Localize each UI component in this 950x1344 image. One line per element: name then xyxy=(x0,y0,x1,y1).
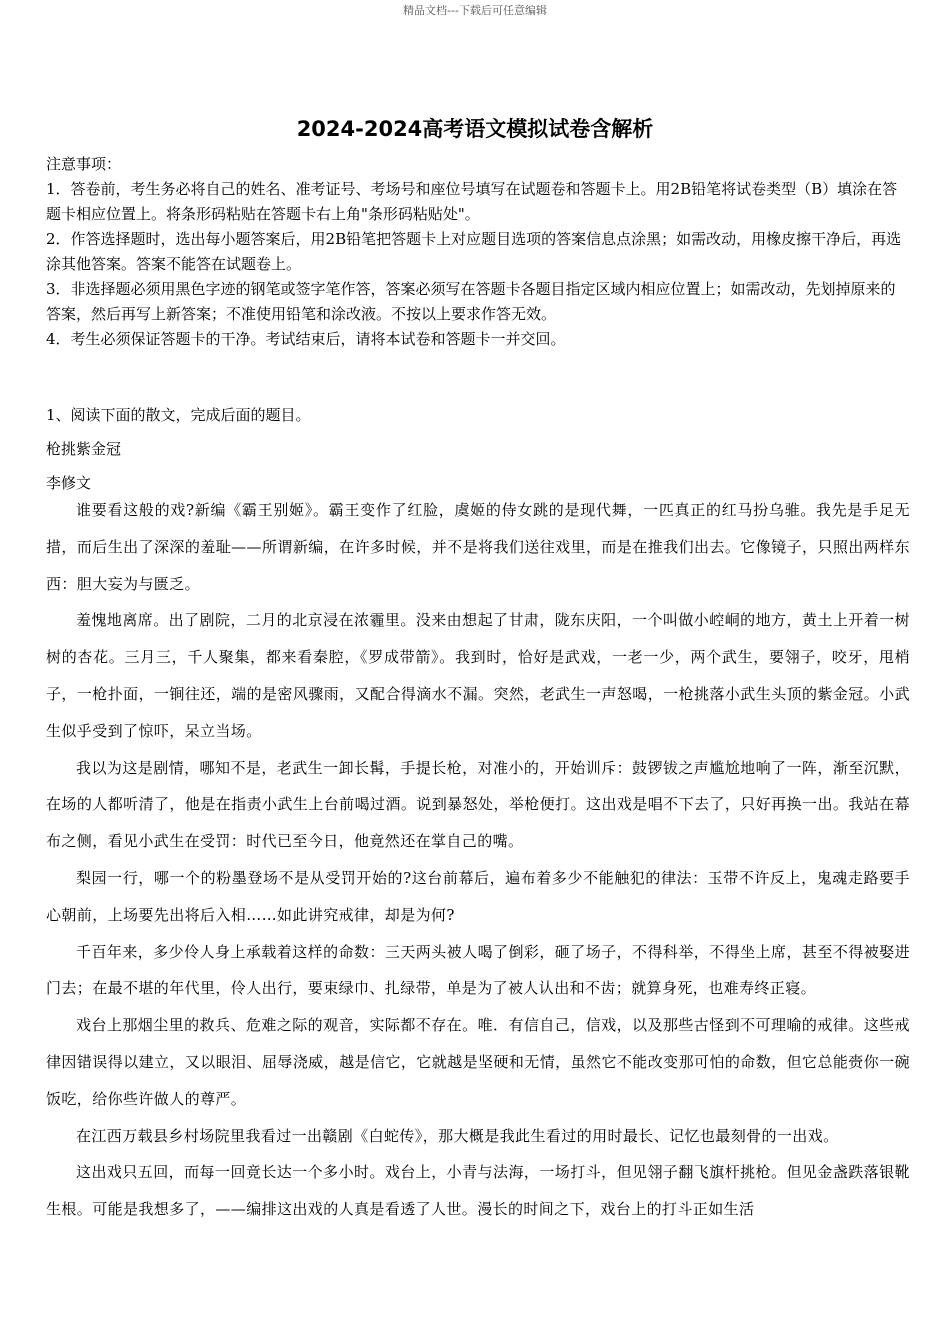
essay-author: 李修文 xyxy=(46,474,92,492)
notice-heading: 注意事项： xyxy=(46,155,122,173)
essay-title: 枪挑紫金冠 xyxy=(46,440,122,458)
essay-body xyxy=(46,492,910,1228)
notice-section xyxy=(46,152,910,352)
notice-item: 3．非选择题必须用黑色字迹的钢笔或签字笔作答，答案必须写在答题卡各题目指定区域内相应位置上；如需改动，先划掉原来的答案，然后再写上新答案；不准使用铅笔和涂改液。不按以上要求作答无效。 xyxy=(46,280,896,323)
notice-item: 1．答卷前，考生务必将自己的姓名、准考证号、考场号和座位号填写在试题卷和答题卡上。用2B铅笔将试卷类型（B）填涂在答题卡相应位置上。将条形码粘贴在答题卡右上角"条形码粘贴处"。 xyxy=(46,180,898,223)
essay-paragraph: 在江西万载县乡村场院里我看过一出赣剧《白蛇传》，那大概是我此生看过的用时最长、记忆也最刻骨的一出戏。 xyxy=(76,1126,839,1145)
question-section xyxy=(46,398,910,500)
essay-paragraph: 千百年来，多少伶人身上承载着这样的命数：三天两头被人喝了倒彩，砸了场子，不得科举，不得坐上席，甚至不得被娶进门去；在最不堪的年代里，伶人出行，要束绿巾、扎绿带，单是为了被人认出和不齿；就算身死，也难寿终正寝。 xyxy=(46,942,910,998)
notice-item: 2．作答选择题时，选出每小题答案后，用2B铅笔把答题卡上对应题目选项的答案信息点涂黑；如需改动，用橡皮擦干净后，再选涂其他答案。答案不能答在试题卷上。 xyxy=(46,230,902,273)
header-note: 精品文档---下载后可任意编辑 xyxy=(403,4,547,17)
essay-paragraph: 梨园一行，哪一个的粉墨登场不是从受罚开始的?这台前幕后，遍布着多少不能触犯的律法：玉带不许反上，鬼魂走路要手心朝前，上场要先出将后入相……如此讲究戒律，却是为何? xyxy=(46,868,910,924)
notice-item: 4．考生必须保证答题卡的干净。考试结束后，请将本试卷和答题卡一并交回。 xyxy=(46,330,566,348)
essay-paragraph: 我以为这是剧情，哪知不是，老武生一卸长髯，手提长枪，对准小的，开始训斥：鼓锣钹之声尴尬地响了一阵，渐至沉默，在场的人都听清了，他是在指责小武生上台前喝过酒。说到暴怒处，举枪便打。这出戏是唱不下去了，只好再换一出。我站在幕布之侧，看见小武生在受罚：时代已至今日，他竟然还在掌自己的嘴。 xyxy=(46,758,910,851)
essay-paragraph: 戏台上那烟尘里的救兵、危难之际的观音，实际都不存在。唯．有信自己，信戏，以及那些古怪到不可理喻的戒律。这些戒律因错误得以建立，又以眼泪、屈辱浇威，越是信它，它就越是坚硬和无情，虽然它不能改变那可怕的命数，但它总能赍你一碗饭吃，给你些许做人的尊严。 xyxy=(46,1016,910,1108)
question-prompt: 1、阅读下面的散文，完成后面的题目。 xyxy=(46,406,311,424)
essay-paragraph: 这出戏只五回，而每一回竟长达一个多小时。戏台上，小青与法海，一场打斗，但见翎子翻飞旗杆挑枪。但见金盏跌落银靴生根。可能是我想多了，——编排这出戏的人真是看透了人世。漫长的时间之下，戏台上的打斗正如生活 xyxy=(46,1163,910,1219)
essay-paragraph: 羞愧地离席。出了剧院，二月的北京浸在浓霾里。没来由想起了甘肃，陇东庆阳，一个叫做小崆峒的地方，黄土上开着一树树的杏花。三月三，千人聚集，都来看秦腔，《罗成带箭》。我到时，恰好是武戏，一老一少，两个武生，要翎子，咬牙，甩梢子，一枪扑面，一锏往还，端的是密风骤雨，又配合得滴水不漏。突然，老武生一声怒喝，一枪挑落小武生头顶的紫金冠。小武生似乎受到了惊吓，呆立当场。 xyxy=(46,611,910,740)
page-title: 2024-2024高考语文模拟试卷含解析 xyxy=(296,117,654,141)
essay-paragraph: 谁要看这般的戏?新编《霸王别姬》。霸王变作了红脸，虞姬的侍女跳的是现代舞，一匹真正的红马扮乌骓。我先是手足无措，而后生出了深深的羞耻——所谓新编，在许多时候，并不是将我们送往戏里，而是在推我们出去。它像镜子，只照出两样东西：胆大妄为与匮乏。 xyxy=(46,501,910,593)
